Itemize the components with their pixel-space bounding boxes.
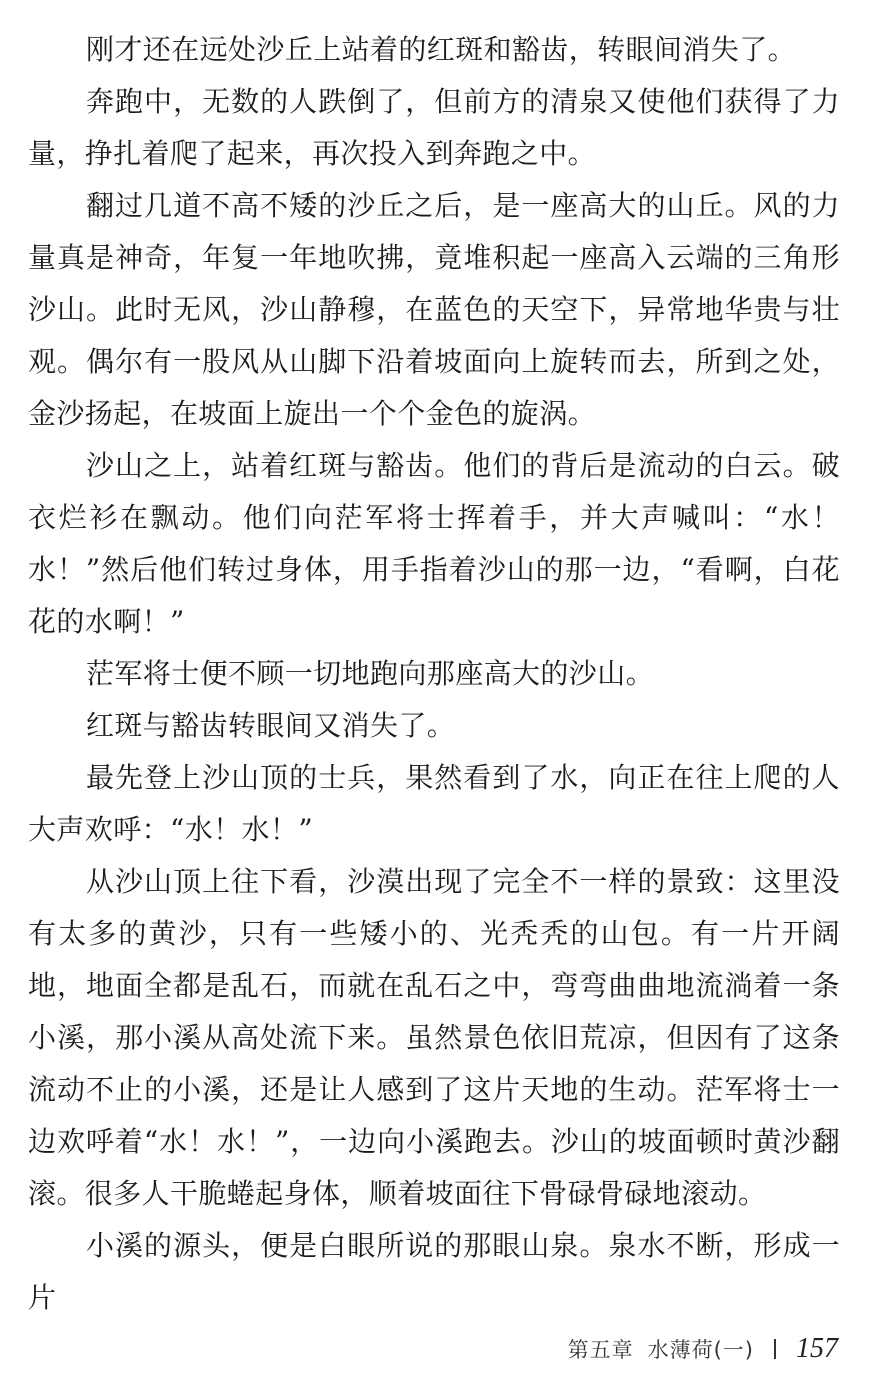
paragraph: 从沙山顶上往下看，沙漠出现了完全不一样的景致：这里没有太多的黄沙，只有一些矮小的、光秃秃的山包。有一片开阔地，地面全都是乱石，而就在乱石之中，弯弯曲曲地流淌着一条小溪，那小溪从高处流下来。虽然景色依旧荒凉，但因有了这条流动不止的小溪，还是让人感到了这片天地的生动。茫军将士一边欢呼着“水！水！”，一边向小溪跑去。沙山的坡面顿时黄沙翻滚。很多人干脆蜷起身体，顺着坡面往下骨碌骨碌地滚动。 — [28, 865, 840, 1210]
paragraph: 翻过几道不高不矮的沙丘之后，是一座高大的山丘。风的力量真是神奇，年复一年地吹拂，竟堆积起一座高入云端的三角形沙山。此时无风，沙山静穆，在蓝色的天空下，异常地华贵与壮观。偶尔有一股风从山脚下沿着坡面向上旋转而去，所到之处，金沙扬起，在坡面上旋出一个个金色的旋涡。 — [28, 189, 840, 430]
chapter-label: 第五章 — [567, 1338, 634, 1362]
footer-separator — [774, 1339, 776, 1359]
paragraph: 奔跑中，无数的人跌倒了，但前方的清泉又使他们获得了力量，挣扎着爬了起来，再次投入到奔跑之中。 — [28, 85, 840, 170]
paragraph: 刚才还在远处沙丘上站着的红斑和豁齿，转眼间消失了。 — [86, 33, 797, 66]
paragraph: 茫军将士便不顾一切地跑向那座高大的沙山。 — [86, 657, 655, 690]
page-footer — [568, 1331, 838, 1367]
page-body — [28, 24, 840, 1324]
page-number: 157 — [796, 1333, 838, 1364]
paragraph: 最先登上沙山顶的士兵，果然看到了水，向正在往上爬的人大声欢呼：“水！水！” — [28, 761, 840, 846]
paragraph: 沙山之上，站着红斑与豁齿。他们的背后是流动的白云。破衣烂衫在飘动。他们向茫军将士挥着手，并大声喊叫：“水！水！”然后他们转过身体，用手指着沙山的那一边，“看啊，白花花的水啊！” — [28, 449, 840, 638]
paragraph: 小溪的源头，便是白眼所说的那眼山泉。泉水不断，形成一片 — [28, 1229, 840, 1314]
paragraph: 红斑与豁齿转眼间又消失了。 — [86, 709, 456, 742]
chapter-title: 水薄荷(一) — [647, 1338, 754, 1362]
